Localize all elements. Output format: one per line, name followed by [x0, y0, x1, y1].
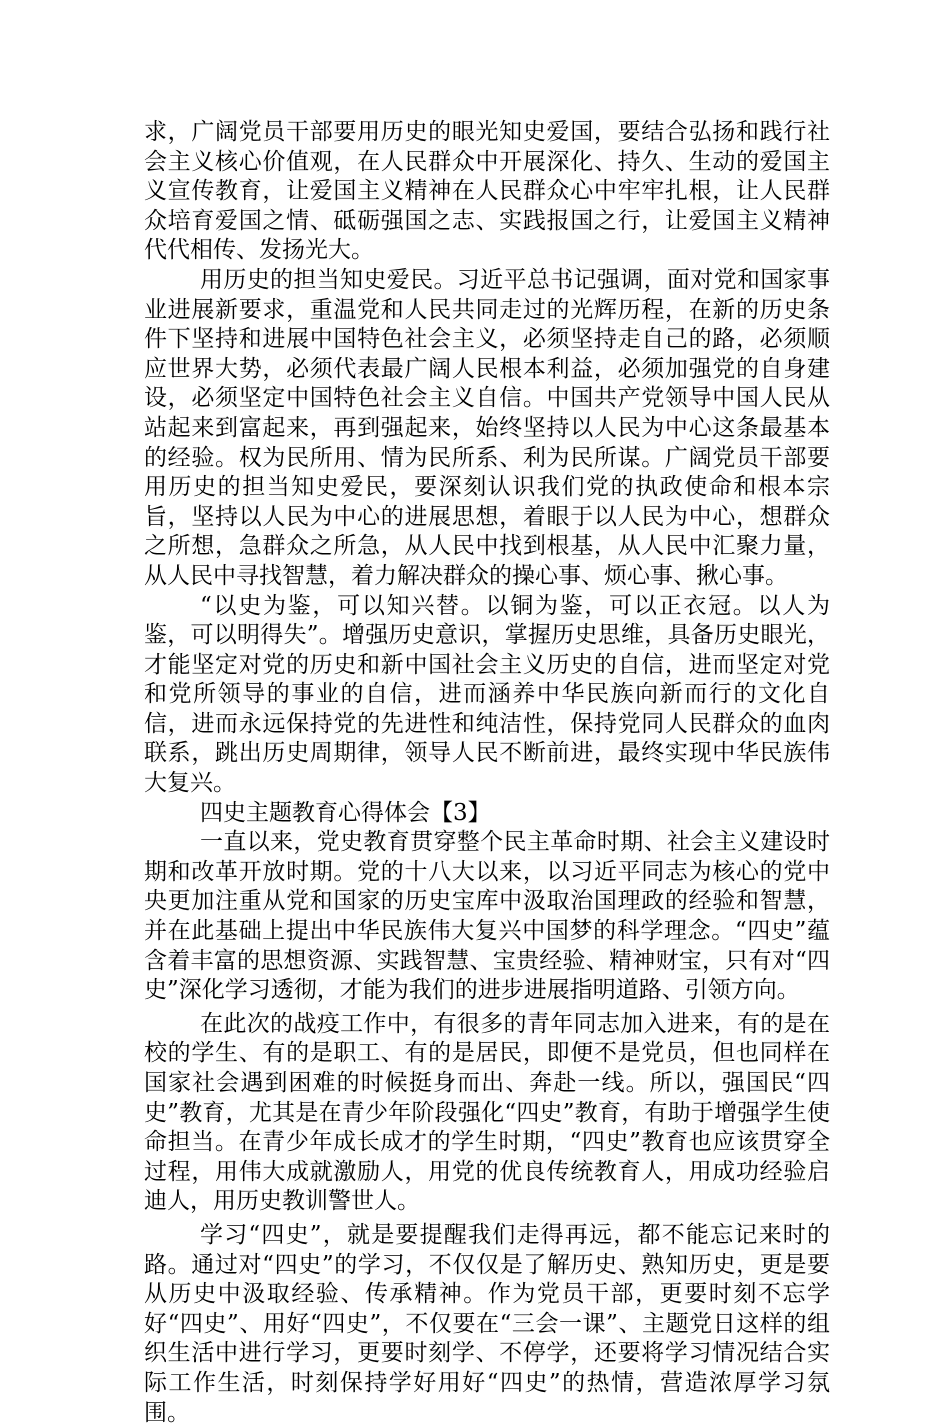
document-body: [144, 118, 830, 1428]
paragraph-youth: 在此次的战疫工作中，有很多的青年同志加入进来，有的是在校的学生、有的是职工、有的是居民，即便不是党员，但也同样在国家社会遇到困难的时候挺身而出、奔赴一线。所以，强国民“四史”教育，尤其是在青少年阶段强化“四史”教育，有助于增强学生使命担当。在青少年成长成才的学生时期，“四史”教育也应该贯穿全过程，用伟大成就激励人，用党的优良传统教育人，用成功经验启迪人，用历史教训警世人。: [144, 1010, 830, 1215]
paragraph-love-people: 用历史的担当知史爱民。习近平总书记强调，面对党和国家事业进展新要求，重温党和人民共同走过的光辉历程，在新的历史条件下坚持和进展中国特色社会主义，必须坚持走自己的路，必须顺应世界大势，必须代表最广阔人民根本利益，必须加强党的自身建设，必须坚定中国特色社会主义自信。中国共产党领导中国人民从站起来到富起来，再到强起来，始终坚持以人民为中心这条最基本的经验。权为民所用、情为民所系、利为民所谋。广阔党员干部要用历史的担当知史爱民，要深刻认识我们党的执政使命和根本宗旨，坚持以人民为中心的进展思想，着眼于以人民为中心，想群众之所想，急群众之所急，从人民中找到根基，从人民中汇聚力量，从人民中寻找智慧，着力解决群众的操心事、烦心事、揪心事。: [144, 266, 830, 589]
paragraph-history-mirror: “以史为鉴，可以知兴替。以铜为鉴，可以正衣冠。以人为鉴，可以明得失”。增强历史意识，掌握历史思维，具备历史眼光，才能坚定对党的历史和新中国社会主义历史的自信，进而坚定对党和党所领导的事业的自信，进而涵养中华民族向新而行的文化自信，进而永远保持党的先进性和纯洁性，保持党同人民群众的血肉联系，跳出历史周期律，领导人民不断前进，最终实现中华民族伟大复兴。: [144, 592, 830, 797]
paragraph-party-history: 一直以来，党史教育贯穿整个民主革命时期、社会主义建设时期和改革开放时期。党的十八大以来，以习近平同志为核心的党中央更加注重从党和国家的历史宝库中汲取治国理政的经验和智慧，并在此基础上提出中华民族伟大复兴中国梦的科学理念。“四史”蕴含着丰富的思想资源、实践智慧、宝贵经验、精神财宝，只有对“四史”深化学习透彻，才能为我们的进步进展指明道路、引领方向。: [144, 829, 830, 1004]
paragraph-study: 学习“四史”，就是要提醒我们走得再远，都不能忘记来时的路。通过对“四史”的学习，不仅仅是了解历史、熟知历史，更是要从历史中汲取经验、传承精神。作为党员干部，更要时刻不忘学好“四史”、用好“四史”，不仅要在“三会一课”、主题党日这样的组织生活中进行学习，更要时刻学、不停学，还要将学习情况结合实际工作生活，时刻保持学好用好“四史”的热情，营造浓厚学习氛围。: [144, 1221, 830, 1426]
section-heading: 四史主题教育心得体会【3】: [200, 799, 491, 826]
paragraph-continuation: 求，广阔党员干部要用历史的眼光知史爱国，要结合弘扬和践行社会主义核心价值观，在人民群众中开展深化、持久、生动的爱国主义宣传教育，让爱国主义精神在人民群众心中牢牢扎根，让人民群众培育爱国之情、砥砺强国之志、实践报国之行，让爱国主义精神代代相传、发扬光大。: [144, 119, 830, 264]
